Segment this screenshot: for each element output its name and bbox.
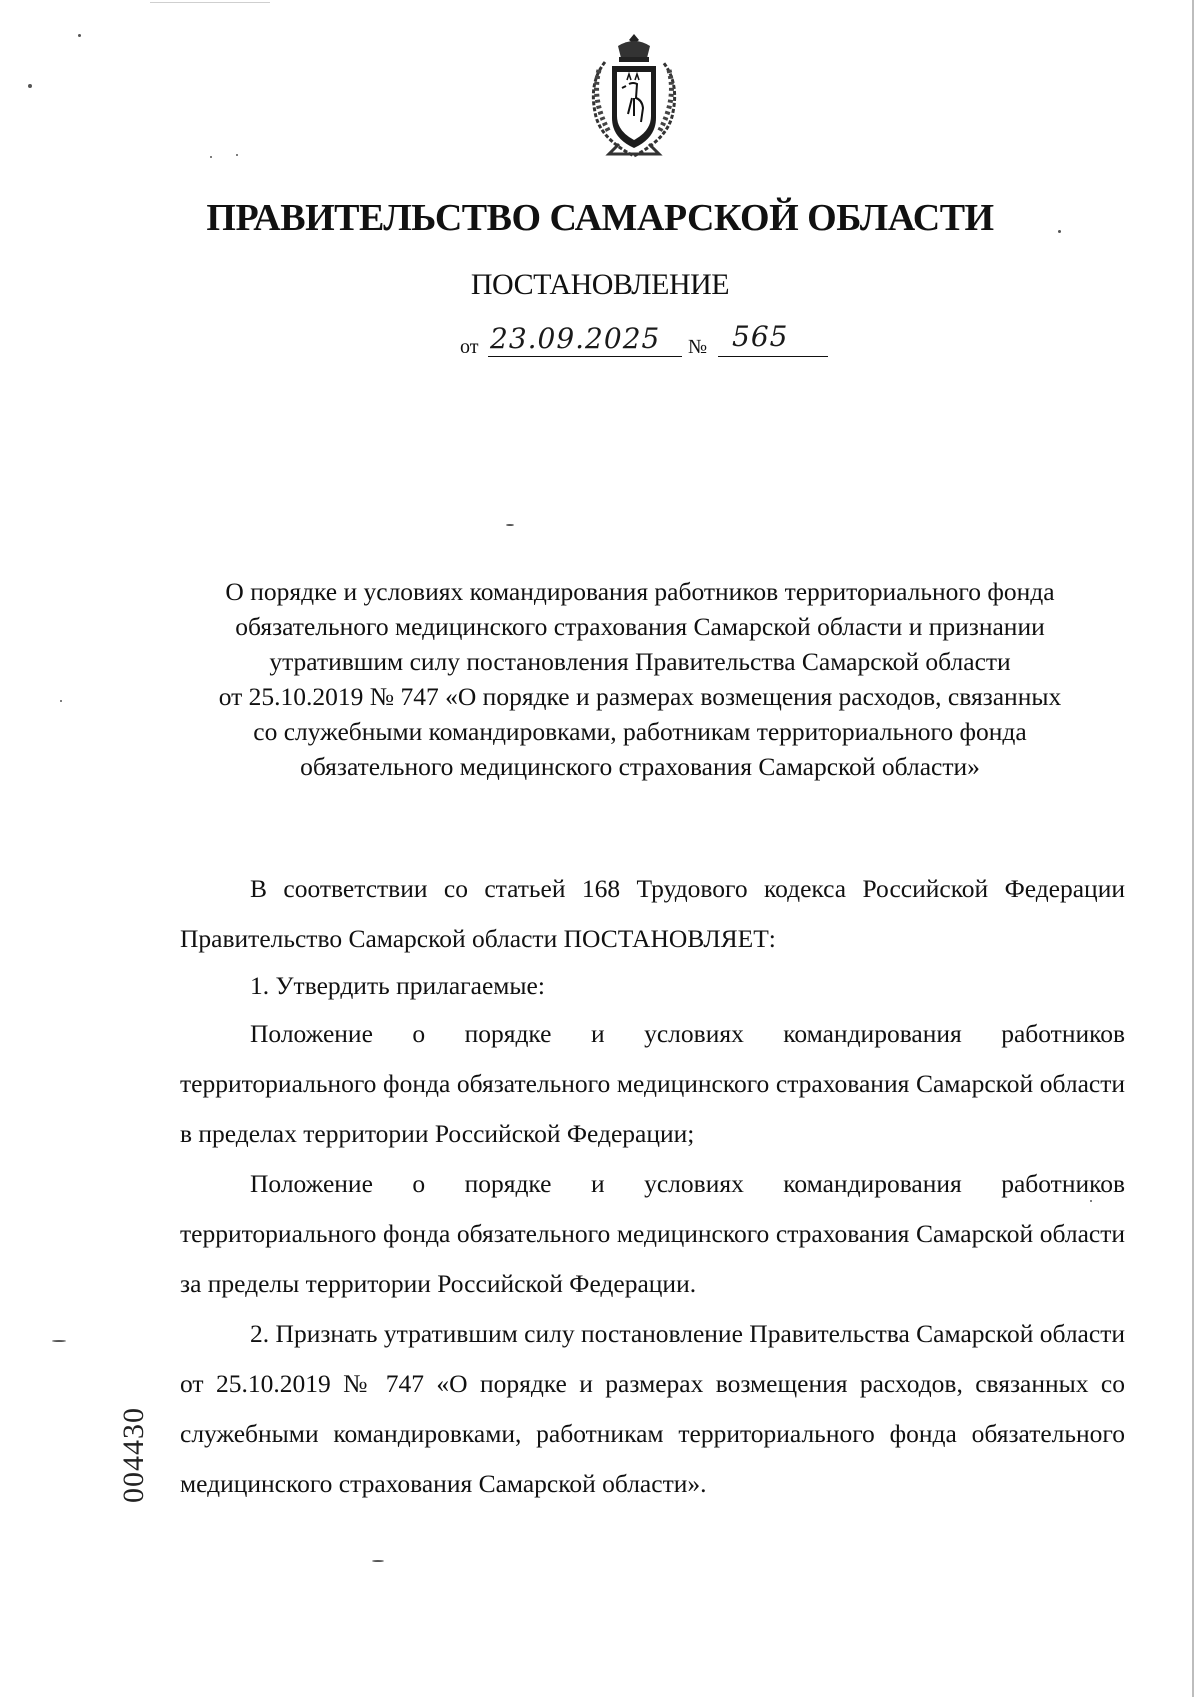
- subject-line: О порядке и условиях командирования работников территориального фонда: [225, 577, 1055, 606]
- preamble-paragraph: В соответствии со статьей 168 Трудового кодекса Российской Федерации Правительство Самарской области ПОСТАНОВЛЯЕТ:: [180, 874, 1125, 953]
- number-underline: [718, 356, 828, 357]
- document-body: [180, 864, 1125, 1509]
- subject-line: со служебными командировками, работникам территориального фонда: [253, 717, 1027, 746]
- subject-line: обязательного медицинского страхования Самарской области»: [300, 752, 980, 781]
- subject-line: от 25.10.2019 № 747 «О порядке и размерах возмещения расходов, связанных: [218, 682, 1062, 711]
- scan-speck: [1090, 1200, 1092, 1202]
- scan-edge-top: [150, 2, 270, 3]
- scan-speck: [28, 84, 32, 88]
- item-2-paragraph: 2. Признать утратившим силу постановление Правительства Самарской области от 25.10.2019 № 747 «О порядке и размерах возмещения расходов, связанных со служебными командировками, работникам территориального фонда обязательного медицинского страхования Самарской области».: [180, 1319, 1125, 1498]
- number-prefix: №: [688, 336, 708, 358]
- scan-speck: [60, 700, 62, 702]
- date-number-line: [460, 318, 850, 362]
- scan-edge: [1192, 0, 1194, 1697]
- scan-speck: [210, 156, 212, 158]
- handwritten-date: 23.09.2025: [490, 322, 661, 355]
- subject-line: обязательного медицинского страхования Самарской области и признании: [235, 612, 1045, 641]
- date-underline: [488, 356, 682, 357]
- scan-speck: [78, 34, 81, 37]
- side-serial-number: 004430: [117, 1407, 150, 1503]
- scan-speck: [236, 154, 238, 156]
- scan-speck: [52, 1340, 66, 1342]
- handwritten-number: 565: [732, 320, 789, 353]
- date-prefix: от: [460, 336, 479, 358]
- scan-speck: [1058, 230, 1061, 233]
- document-type: ПОСТАНОВЛЕНИЕ: [470, 268, 730, 301]
- document-subject: [160, 574, 1120, 784]
- item-1b-paragraph: Положение о порядке и условиях командирования работников территориального фонда обязательного медицинского страхования Самарской области за пределы территории Российской Федерации.: [180, 1169, 1125, 1298]
- scan-speck: [372, 1560, 384, 1562]
- coat-of-arms-emblem: [585, 32, 683, 160]
- scan-speck: [506, 524, 514, 526]
- subject-line: утратившим силу постановления Правительства Самарской области: [269, 647, 1011, 676]
- item-1a-paragraph: Положение о порядке и условиях командирования работников территориального фонда обязательного медицинского страхования Самарской области в пределах территории Российской Федерации;: [180, 1019, 1125, 1148]
- item-1-paragraph: 1. Утвердить прилагаемые:: [250, 971, 545, 1000]
- organization-title: ПРАВИТЕЛЬСТВО САМАРСКОЙ ОБЛАСТИ: [206, 197, 994, 239]
